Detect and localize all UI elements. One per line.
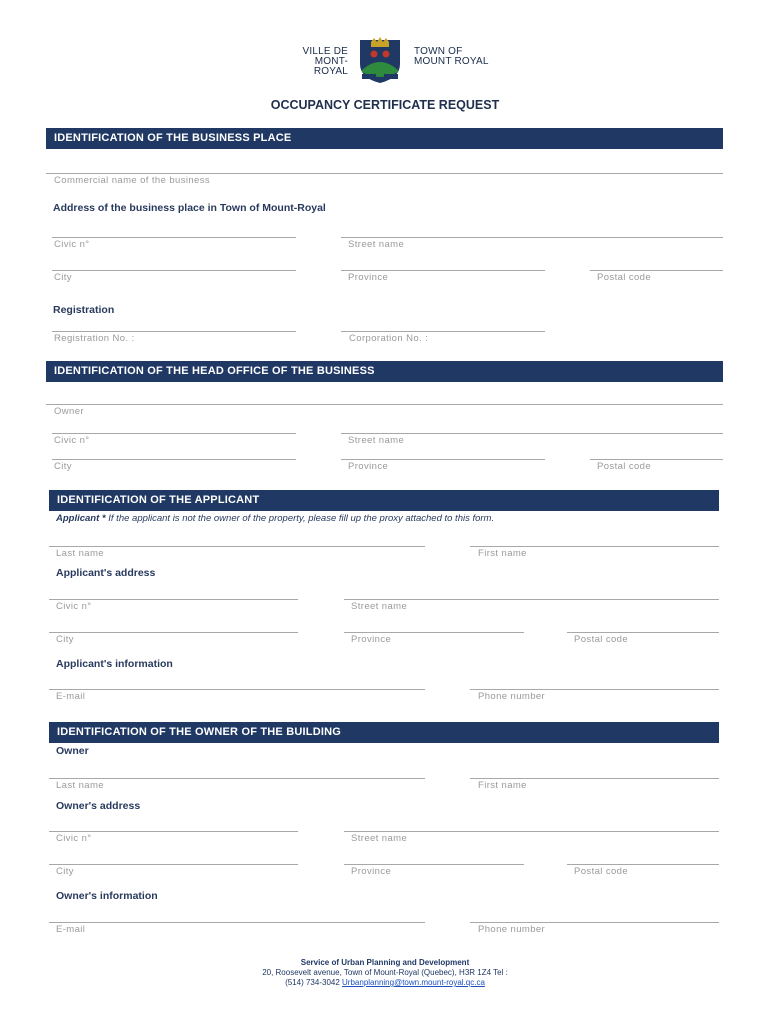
app-postal-label: Postal code xyxy=(574,634,629,645)
ho-civic-line[interactable] xyxy=(52,433,296,434)
logo-fr-line1: VILLE DE xyxy=(302,46,348,57)
bp-city-label: City xyxy=(54,272,72,283)
footer-address: 20, Roosevelt avenue, Town of Mount-Royal (Quebec), H3R 1Z4 Tel : xyxy=(262,968,508,977)
own-city-label: City xyxy=(56,866,74,877)
commercial-name-line[interactable] xyxy=(46,173,723,174)
logo-en-line2: MOUNT ROYAL xyxy=(414,56,489,67)
app-civic-line[interactable] xyxy=(49,599,298,600)
app-street-label: Street name xyxy=(351,601,408,612)
bp-postal-label: Postal code xyxy=(597,272,652,283)
own-phone-label: Phone number xyxy=(478,924,546,935)
ho-owner-label: Owner xyxy=(54,406,84,417)
ho-street-label: Street name xyxy=(348,435,405,446)
app-first-name-label: First name xyxy=(478,548,527,559)
business-address-heading: Address of the business place in Town of Mount-Royal xyxy=(53,202,326,214)
section-header-business-place: IDENTIFICATION OF THE BUSINESS PLACE xyxy=(46,128,723,149)
bp-civic-label: Civic n° xyxy=(54,239,90,250)
own-email-label: E-mail xyxy=(56,924,86,935)
logo-en-line1: TOWN OF xyxy=(414,46,463,57)
own-last-name-line[interactable] xyxy=(49,778,425,779)
owner-address-heading: Owner's address xyxy=(56,800,141,812)
section-header-applicant: IDENTIFICATION OF THE APPLICANT xyxy=(49,490,719,511)
own-street-line[interactable] xyxy=(344,831,719,832)
app-email-label: E-mail xyxy=(56,691,86,702)
app-city-line[interactable] xyxy=(49,632,298,633)
ho-province-label: Province xyxy=(348,461,389,472)
registration-no-label: Registration No. : xyxy=(54,333,135,344)
applicant-note-text: If the applicant is not the owner of the property, please fill up the proxy attached to this form. xyxy=(108,513,495,524)
own-street-label: Street name xyxy=(351,833,408,844)
ho-province-line[interactable] xyxy=(341,459,545,460)
bp-street-label: Street name xyxy=(348,239,405,250)
own-email-line[interactable] xyxy=(49,922,425,923)
own-province-line[interactable] xyxy=(344,864,524,865)
applicant-address-heading: Applicant's address xyxy=(56,567,156,579)
owner-info-heading: Owner's information xyxy=(56,890,158,902)
page-title: OCCUPANCY CERTIFICATE REQUEST xyxy=(270,98,500,112)
logo-text-fr xyxy=(290,47,348,77)
ho-postal-line[interactable] xyxy=(590,459,723,460)
own-first-name-label: First name xyxy=(478,780,527,791)
app-last-name-line[interactable] xyxy=(49,546,425,547)
ho-postal-label: Postal code xyxy=(597,461,652,472)
app-phone-line[interactable] xyxy=(470,689,719,690)
registration-heading: Registration xyxy=(53,304,115,316)
owner-heading: Owner xyxy=(56,745,89,757)
app-province-line[interactable] xyxy=(344,632,524,633)
app-email-line[interactable] xyxy=(49,689,425,690)
registration-no-line[interactable] xyxy=(52,331,296,332)
bp-province-label: Province xyxy=(348,272,389,283)
footer-service: Service of Urban Planning and Development xyxy=(300,958,470,967)
app-civic-label: Civic n° xyxy=(56,601,92,612)
app-street-line[interactable] xyxy=(344,599,719,600)
app-first-name-line[interactable] xyxy=(470,546,719,547)
own-phone-line[interactable] xyxy=(470,922,719,923)
corporation-no-label: Corporation No. : xyxy=(349,333,429,344)
applicant-note-bold: Applicant * xyxy=(56,513,106,524)
section-header-head-office: IDENTIFICATION OF THE HEAD OFFICE OF THE BUSINESS xyxy=(46,361,723,382)
ho-city-line[interactable] xyxy=(52,459,296,460)
bp-city-line[interactable] xyxy=(52,270,296,271)
section-header-owner: IDENTIFICATION OF THE OWNER OF THE BUILDING xyxy=(49,722,719,743)
footer xyxy=(0,958,770,988)
bp-province-line[interactable] xyxy=(341,270,545,271)
logo-text-en xyxy=(414,47,489,67)
ho-city-label: City xyxy=(54,461,72,472)
own-city-line[interactable] xyxy=(49,864,298,865)
own-postal-line[interactable] xyxy=(567,864,719,865)
bp-street-line[interactable] xyxy=(341,237,723,238)
commercial-name-label: Commercial name of the business xyxy=(54,175,211,186)
own-last-name-label: Last name xyxy=(56,780,104,791)
own-civic-label: Civic n° xyxy=(56,833,92,844)
logo-fr-line2: MONT-ROYAL xyxy=(313,56,348,77)
town-crest-logo xyxy=(354,36,406,86)
app-province-label: Province xyxy=(351,634,392,645)
own-province-label: Province xyxy=(351,866,392,877)
own-first-name-line[interactable] xyxy=(470,778,719,779)
ho-civic-label: Civic n° xyxy=(54,435,90,446)
app-city-label: City xyxy=(56,634,74,645)
footer-email-link[interactable]: Urbanplanning@town.mount-royal.qc.ca xyxy=(342,978,485,987)
applicant-note xyxy=(56,513,716,524)
bp-postal-line[interactable] xyxy=(590,270,723,271)
bp-civic-line[interactable] xyxy=(52,237,296,238)
corporation-no-line[interactable] xyxy=(341,331,545,332)
applicant-info-heading: Applicant's information xyxy=(56,658,173,670)
own-civic-line[interactable] xyxy=(49,831,298,832)
ho-street-line[interactable] xyxy=(341,433,723,434)
ho-owner-line[interactable] xyxy=(46,404,723,405)
footer-phone: (514) 734-3042 xyxy=(285,978,340,987)
app-last-name-label: Last name xyxy=(56,548,104,559)
app-phone-label: Phone number xyxy=(478,691,546,702)
own-postal-label: Postal code xyxy=(574,866,629,877)
app-postal-line[interactable] xyxy=(567,632,719,633)
footer-contact xyxy=(0,978,770,988)
